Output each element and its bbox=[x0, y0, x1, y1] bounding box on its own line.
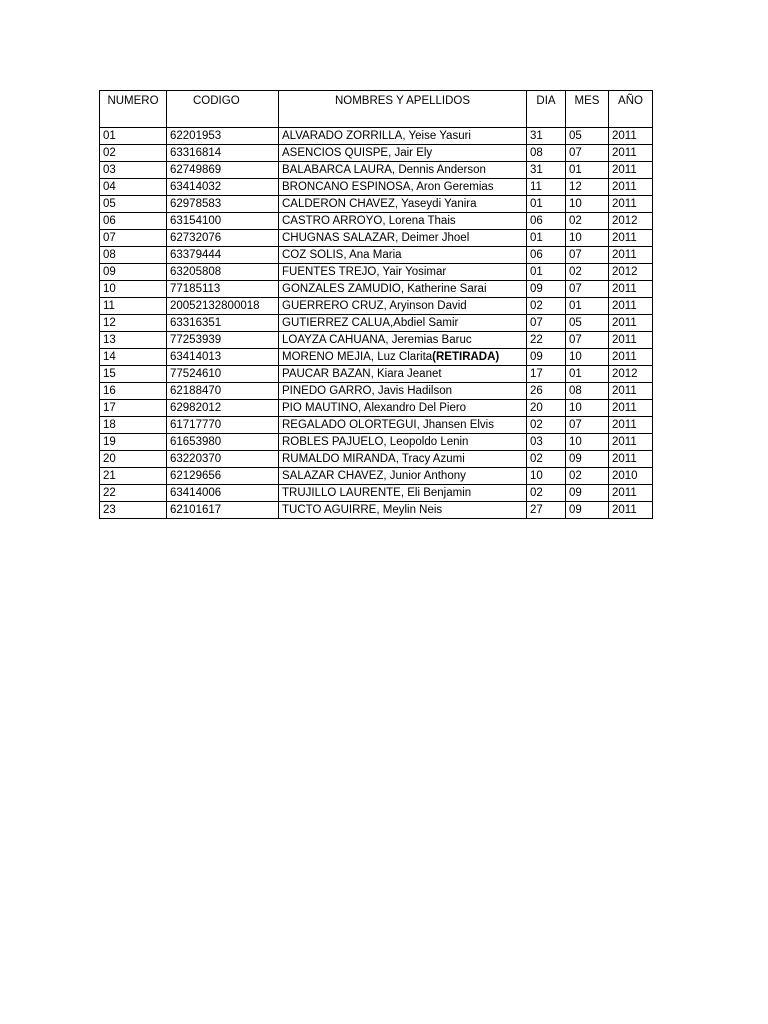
cell-dia: 02 bbox=[527, 298, 566, 315]
cell-dia: 03 bbox=[527, 434, 566, 451]
student-name: CALDERON CHAVEZ, Yaseydi Yanira bbox=[282, 198, 477, 210]
cell-dia: 06 bbox=[527, 213, 566, 230]
cell-nombre bbox=[279, 383, 527, 400]
cell-nombre bbox=[279, 315, 527, 332]
cell-nombre bbox=[279, 230, 527, 247]
cell-numero: 13 bbox=[100, 332, 167, 349]
cell-anio: 2011 bbox=[609, 451, 653, 468]
cell-dia: 22 bbox=[527, 332, 566, 349]
student-name: PINEDO GARRO, Javis Hadilson bbox=[282, 385, 452, 397]
cell-nombre bbox=[279, 128, 527, 145]
cell-codigo: 62201953 bbox=[167, 128, 279, 145]
student-name: COZ SOLIS, Ana Maria bbox=[282, 249, 402, 261]
table-row bbox=[100, 349, 653, 366]
cell-nombre bbox=[279, 247, 527, 264]
student-name: ROBLES PAJUELO, Leopoldo Lenin bbox=[282, 436, 469, 448]
table-row bbox=[100, 128, 653, 145]
cell-dia: 02 bbox=[527, 417, 566, 434]
table-row bbox=[100, 417, 653, 434]
cell-nombre bbox=[279, 451, 527, 468]
cell-mes: 10 bbox=[566, 196, 609, 213]
student-name: GONZALES ZAMUDIO, Katherine Sarai bbox=[282, 283, 487, 295]
table-row bbox=[100, 213, 653, 230]
cell-nombre bbox=[279, 468, 527, 485]
table-row bbox=[100, 383, 653, 400]
cell-dia: 02 bbox=[527, 485, 566, 502]
cell-anio: 2010 bbox=[609, 468, 653, 485]
cell-anio: 2011 bbox=[609, 281, 653, 298]
cell-numero: 06 bbox=[100, 213, 167, 230]
cell-codigo: 62732076 bbox=[167, 230, 279, 247]
cell-anio: 2011 bbox=[609, 247, 653, 264]
cell-dia: 09 bbox=[527, 349, 566, 366]
cell-dia: 01 bbox=[527, 230, 566, 247]
student-name: GUTIERREZ CALUA,Abdiel Samir bbox=[282, 317, 459, 329]
cell-mes: 05 bbox=[566, 128, 609, 145]
cell-anio: 2011 bbox=[609, 179, 653, 196]
cell-mes: 07 bbox=[566, 281, 609, 298]
cell-anio: 2011 bbox=[609, 145, 653, 162]
cell-numero: 02 bbox=[100, 145, 167, 162]
cell-codigo: 20052132800018 bbox=[167, 298, 279, 315]
cell-codigo: 61717770 bbox=[167, 417, 279, 434]
table-row bbox=[100, 281, 653, 298]
table-row bbox=[100, 366, 653, 383]
table-row bbox=[100, 298, 653, 315]
cell-numero: 19 bbox=[100, 434, 167, 451]
cell-anio: 2011 bbox=[609, 434, 653, 451]
header-numero: NUMERO bbox=[100, 91, 167, 128]
cell-codigo: 63414006 bbox=[167, 485, 279, 502]
cell-codigo: 61653980 bbox=[167, 434, 279, 451]
cell-nombre bbox=[279, 213, 527, 230]
student-name: BRONCANO ESPINOSA, Aron Geremias bbox=[282, 181, 494, 193]
cell-dia: 17 bbox=[527, 366, 566, 383]
cell-mes: 10 bbox=[566, 349, 609, 366]
cell-anio: 2011 bbox=[609, 383, 653, 400]
cell-numero: 16 bbox=[100, 383, 167, 400]
cell-codigo: 62978583 bbox=[167, 196, 279, 213]
table-row bbox=[100, 502, 653, 519]
table-row bbox=[100, 196, 653, 213]
cell-nombre bbox=[279, 179, 527, 196]
student-name: BALABARCA LAURA, Dennis Anderson bbox=[282, 164, 486, 176]
cell-numero: 03 bbox=[100, 162, 167, 179]
cell-anio: 2011 bbox=[609, 349, 653, 366]
cell-numero: 04 bbox=[100, 179, 167, 196]
table-row bbox=[100, 315, 653, 332]
student-name: SALAZAR CHAVEZ, Junior Anthony bbox=[282, 470, 466, 482]
cell-nombre bbox=[279, 264, 527, 281]
cell-codigo: 77524610 bbox=[167, 366, 279, 383]
cell-dia: 08 bbox=[527, 145, 566, 162]
table-row bbox=[100, 468, 653, 485]
student-name: RUMALDO MIRANDA, Tracy Azumi bbox=[282, 453, 465, 465]
cell-codigo: 63220370 bbox=[167, 451, 279, 468]
cell-mes: 10 bbox=[566, 400, 609, 417]
cell-dia: 31 bbox=[527, 128, 566, 145]
cell-nombre bbox=[279, 400, 527, 417]
table-row bbox=[100, 145, 653, 162]
cell-nombre bbox=[279, 298, 527, 315]
cell-codigo: 77185113 bbox=[167, 281, 279, 298]
student-name: ALVARADO ZORRILLA, Yeise Yasuri bbox=[282, 130, 471, 142]
cell-dia: 07 bbox=[527, 315, 566, 332]
cell-anio: 2011 bbox=[609, 315, 653, 332]
cell-mes: 09 bbox=[566, 485, 609, 502]
table-row bbox=[100, 485, 653, 502]
student-name: REGALADO OLORTEGUI, Jhansen Elvis bbox=[282, 419, 494, 431]
cell-codigo: 63414013 bbox=[167, 349, 279, 366]
cell-dia: 02 bbox=[527, 451, 566, 468]
cell-dia: 10 bbox=[527, 468, 566, 485]
cell-nombre bbox=[279, 196, 527, 213]
cell-dia: 27 bbox=[527, 502, 566, 519]
cell-nombre bbox=[279, 349, 527, 366]
cell-nombre bbox=[279, 332, 527, 349]
cell-anio: 2011 bbox=[609, 485, 653, 502]
cell-numero: 09 bbox=[100, 264, 167, 281]
cell-nombre bbox=[279, 366, 527, 383]
cell-anio: 2011 bbox=[609, 196, 653, 213]
student-name: LOAYZA CAHUANA, Jeremias Baruc bbox=[282, 334, 472, 346]
cell-dia: 20 bbox=[527, 400, 566, 417]
cell-numero: 08 bbox=[100, 247, 167, 264]
student-name: TRUJILLO LAURENTE, Eli Benjamin bbox=[282, 487, 472, 499]
cell-codigo: 63154100 bbox=[167, 213, 279, 230]
cell-mes: 05 bbox=[566, 315, 609, 332]
cell-numero: 15 bbox=[100, 366, 167, 383]
table-row bbox=[100, 332, 653, 349]
cell-mes: 01 bbox=[566, 162, 609, 179]
cell-nombre bbox=[279, 434, 527, 451]
table-row bbox=[100, 264, 653, 281]
cell-numero: 12 bbox=[100, 315, 167, 332]
student-name: CASTRO ARROYO, Lorena Thais bbox=[282, 215, 456, 227]
cell-anio: 2011 bbox=[609, 332, 653, 349]
student-name: CHUGNAS SALAZAR, Deimer Jhoel bbox=[282, 232, 470, 244]
table-row bbox=[100, 434, 653, 451]
table-body bbox=[100, 128, 653, 519]
cell-anio: 2011 bbox=[609, 502, 653, 519]
cell-dia: 09 bbox=[527, 281, 566, 298]
cell-mes: 10 bbox=[566, 230, 609, 247]
table-row bbox=[100, 247, 653, 264]
header-codigo: CODIGO bbox=[167, 91, 279, 128]
cell-codigo: 62982012 bbox=[167, 400, 279, 417]
cell-numero: 22 bbox=[100, 485, 167, 502]
student-name: GUERRERO CRUZ, Aryinson David bbox=[282, 300, 467, 312]
cell-mes: 10 bbox=[566, 434, 609, 451]
cell-nombre bbox=[279, 145, 527, 162]
cell-anio: 2012 bbox=[609, 264, 653, 281]
cell-dia: 01 bbox=[527, 196, 566, 213]
cell-codigo: 62101617 bbox=[167, 502, 279, 519]
cell-mes: 01 bbox=[566, 298, 609, 315]
cell-anio: 2011 bbox=[609, 400, 653, 417]
cell-mes: 08 bbox=[566, 383, 609, 400]
cell-dia: 26 bbox=[527, 383, 566, 400]
cell-mes: 12 bbox=[566, 179, 609, 196]
table-row bbox=[100, 400, 653, 417]
cell-numero: 10 bbox=[100, 281, 167, 298]
cell-anio: 2011 bbox=[609, 128, 653, 145]
student-name: ASENCIOS QUISPE, Jair Ely bbox=[282, 147, 433, 159]
cell-anio: 2011 bbox=[609, 162, 653, 179]
cell-numero: 07 bbox=[100, 230, 167, 247]
cell-nombre bbox=[279, 502, 527, 519]
cell-mes: 07 bbox=[566, 247, 609, 264]
cell-dia: 06 bbox=[527, 247, 566, 264]
student-name: FUENTES TREJO, Yair Yosimar bbox=[282, 266, 447, 278]
cell-mes: 09 bbox=[566, 451, 609, 468]
table-row bbox=[100, 230, 653, 247]
cell-dia: 01 bbox=[527, 264, 566, 281]
table-row bbox=[100, 162, 653, 179]
student-name: MORENO MEJIA, Luz Clarita bbox=[282, 351, 433, 363]
cell-numero: 14 bbox=[100, 349, 167, 366]
cell-nombre bbox=[279, 417, 527, 434]
cell-mes: 01 bbox=[566, 366, 609, 383]
cell-codigo: 62129656 bbox=[167, 468, 279, 485]
cell-anio: 2012 bbox=[609, 366, 653, 383]
student-name: TUCTO AGUIRRE, Meylin Neis bbox=[282, 504, 443, 516]
cell-mes: 02 bbox=[566, 264, 609, 281]
table-row bbox=[100, 179, 653, 196]
cell-codigo: 63414032 bbox=[167, 179, 279, 196]
header-dia: DIA bbox=[527, 91, 566, 128]
cell-numero: 18 bbox=[100, 417, 167, 434]
cell-codigo: 62749869 bbox=[167, 162, 279, 179]
cell-mes: 09 bbox=[566, 502, 609, 519]
cell-codigo: 77253939 bbox=[167, 332, 279, 349]
cell-numero: 17 bbox=[100, 400, 167, 417]
cell-anio: 2011 bbox=[609, 417, 653, 434]
cell-anio: 2011 bbox=[609, 230, 653, 247]
cell-codigo: 63379444 bbox=[167, 247, 279, 264]
status-note: (RETIRADA) bbox=[432, 351, 500, 363]
cell-codigo: 62188470 bbox=[167, 383, 279, 400]
cell-numero: 11 bbox=[100, 298, 167, 315]
cell-numero: 01 bbox=[100, 128, 167, 145]
table-header-row bbox=[100, 91, 653, 128]
cell-mes: 07 bbox=[566, 145, 609, 162]
cell-nombre bbox=[279, 162, 527, 179]
student-name: PIO MAUTINO, Alexandro Del Piero bbox=[282, 402, 467, 414]
cell-mes: 02 bbox=[566, 213, 609, 230]
cell-mes: 07 bbox=[566, 417, 609, 434]
header-mes: MES bbox=[566, 91, 609, 128]
student-table bbox=[99, 90, 653, 519]
cell-mes: 02 bbox=[566, 468, 609, 485]
cell-codigo: 63205808 bbox=[167, 264, 279, 281]
cell-numero: 21 bbox=[100, 468, 167, 485]
cell-mes: 07 bbox=[566, 332, 609, 349]
header-nombres: NOMBRES Y APELLIDOS bbox=[279, 91, 527, 128]
cell-codigo: 63316351 bbox=[167, 315, 279, 332]
cell-numero: 05 bbox=[100, 196, 167, 213]
cell-numero: 20 bbox=[100, 451, 167, 468]
cell-codigo: 63316814 bbox=[167, 145, 279, 162]
cell-anio: 2012 bbox=[609, 213, 653, 230]
table-row bbox=[100, 451, 653, 468]
student-name: PAUCAR BAZAN, Kiara Jeanet bbox=[282, 368, 442, 380]
header-anio: AÑO bbox=[609, 91, 653, 128]
cell-nombre bbox=[279, 281, 527, 298]
cell-dia: 31 bbox=[527, 162, 566, 179]
cell-dia: 11 bbox=[527, 179, 566, 196]
cell-anio: 2011 bbox=[609, 298, 653, 315]
cell-nombre bbox=[279, 485, 527, 502]
cell-numero: 23 bbox=[100, 502, 167, 519]
